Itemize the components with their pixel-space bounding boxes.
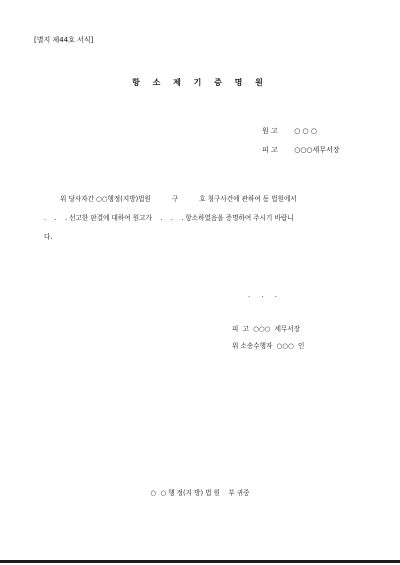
defendant-label: 피 고: [262, 146, 278, 154]
plaintiff-value: ○ ○ ○: [294, 127, 317, 135]
body-line-3: 다.: [44, 233, 53, 241]
signature-line-2: 위 소송수행자 ○○○ 인: [232, 342, 305, 350]
form-number: [별지 제44호 서식]: [34, 36, 94, 44]
document-title: 항 소 제 기 증 명 원: [132, 78, 268, 87]
plaintiff-line: [262, 126, 317, 136]
body-line-2: . . . 선고한 판결에 대하여 원고가 . . . 항소하였음을 증명하여 주시기 바랍니: [44, 214, 294, 222]
signature-line-1: 피 고 ○○○ 세무서장: [232, 325, 301, 333]
body-line-1: 위 당사자간 ○○행정(지방)법원 구 호 청구사건에 관하여 동 법원에서: [60, 195, 297, 203]
defendant-line: [262, 145, 340, 155]
plaintiff-label: 원 고: [262, 127, 278, 135]
court-addressee: ○ ○ 행 정(지 방) 법 원 부 귀중: [150, 489, 250, 497]
date-line: . . .: [248, 291, 277, 299]
defendant-value: ○○○세무서장: [294, 146, 340, 154]
bottom-rule: [0, 560, 400, 563]
